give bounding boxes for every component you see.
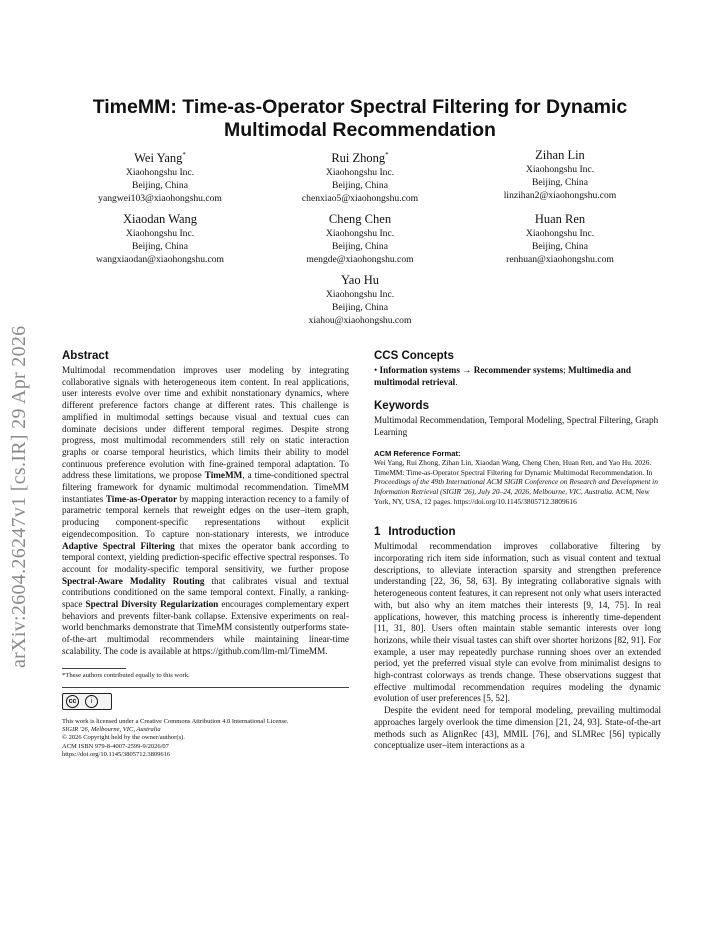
- author-email: chenxiao5@xiaohongshu.com: [301, 193, 419, 205]
- keywords-heading: Keywords: [374, 400, 429, 413]
- reference-format-heading: ACM Reference Format:: [374, 448, 461, 458]
- author-location: Beijing, China: [332, 180, 388, 192]
- author-affiliation: Xiaohongshu Inc.: [325, 228, 395, 240]
- author-email: yangwei103@xiaohongshu.com: [98, 193, 222, 205]
- footnote-divider: [62, 668, 126, 669]
- author-row: [60, 147, 660, 205]
- author-name: Cheng Chen: [328, 212, 392, 227]
- paper-title: [60, 96, 660, 142]
- right-column: [374, 350, 661, 752]
- ccs-concepts: • Information systems → Recommender systems; Multimedia and multimodal retrieval.: [374, 365, 631, 387]
- title-line-1: TimeMM: Time-as-Operator Spectral Filtering for Dynamic: [92, 96, 628, 118]
- author-block: [60, 147, 660, 333]
- author-card: [260, 211, 460, 266]
- author-location: Beijing, China: [532, 241, 588, 253]
- author-affiliation: Xiaohongshu Inc.: [125, 228, 195, 240]
- author-affiliation: Xiaohongshu Inc.: [325, 289, 395, 301]
- conference-line: SIGIR '26, Melbourne, VIC, Australia: [62, 725, 161, 733]
- author-card: [460, 211, 660, 266]
- author-row: [60, 211, 660, 266]
- doi-link[interactable]: https://doi.org/10.1145/3805712.3809616: [62, 751, 171, 759]
- author-card: [60, 147, 260, 205]
- abstract-text: Multimodal recommendation improves user modeling by integrating collaborative signals with heterogeneous item content. In real applications, user interests evolve over time and exhibit nonstationary dynamics, where different preference factors change at different rates. This challenge is amplified in multimodal settings because visual and textual cues can dominate decisions under different temporal regimes. Despite strong progress, most multimodal recommenders still rely on static interaction graphs or coarse temporal heuristics, which limits their ability to model continuous preference evolution with fine-grained temporal adaptation. To address these limitations, we propose TimeMM, a time-conditioned spectral filtering framework for dynamic multimodal recommendation. TimeMM instantiates Time-as-Operator by mapping interaction recency to a family of parametric temporal kernels that reweight edges on the user–item graph, producing component-specific representations without explicit eigendecomposition. To capture non-stationary interests, we introduce Adaptive Spectral Filtering that mixes the operator bank according to temporal context, yielding prediction-specific effective spectral responses. To account for modality-specific temporal sensitivity, we further propose Spectral-Aware Modality Routing that calibrates visual and textual contributions conditioned on the same temporal context. Finally, a ranking-space Spectral Diversity Regularization encourages complementary expert behaviors and prevents filter-bank collapse. Extensive experiments on real-world benchmarks demonstrate that TimeMM consistently outperforms state-of-the-art multimodal recommenders while maintaining linear-time scalability. The code is available at https://github.com/llm-ml/TimeMM.: [62, 365, 350, 656]
- abstract-heading: Abstract: [62, 350, 109, 362]
- author-affiliation: Xiaohongshu Inc.: [125, 167, 195, 179]
- author-email: wangxiaodan@xiaohongshu.com: [96, 254, 224, 266]
- author-location: Beijing, China: [132, 180, 188, 192]
- author-email: renhuan@xiaohongshu.com: [506, 254, 614, 266]
- left-column: [62, 350, 349, 760]
- copyright-line: © 2026 Copyright held by the owner/author(s).: [62, 734, 185, 742]
- author-email: xiahou@xiaohongshu.com: [308, 315, 412, 327]
- author-name: Xiaodan Wang: [122, 212, 198, 227]
- author-card: [460, 147, 660, 205]
- reference-format-text: Wei Yang, Rui Zhong, Zihan Lin, Xiaodan Wang, Cheng Chen, Huan Ren, and Yao Hu. 2026. TimeMM: Time-as-Operator Spectral Filtering for Dynamic Multimodal Recommendation. In Proceedings of the 49th International ACM SIGIR Conference on Research and Development in Information Retrieval (SIGIR '26), July 20–24, 2026, Melbourne, VIC, Australia. ACM, New York, NY, USA, 12 pages. https://doi.org/10.1145/3805712.3809616: [374, 457, 658, 506]
- author-affiliation: Xiaohongshu Inc.: [525, 164, 595, 175]
- license-divider: [62, 687, 349, 688]
- license-line: This work is licensed under a Creative Commons Attribution 4.0 International License.: [62, 717, 289, 725]
- author-email: linzihan2@xiaohongshu.com: [503, 190, 617, 201]
- author-affiliation: Xiaohongshu Inc.: [325, 167, 395, 179]
- equal-contribution-mark: *: [182, 151, 186, 159]
- introduction-paragraph: Multimodal recommendation improves collaborative filtering by incorporating rich item side information, such as visual content and textual descriptions, to alleviate interaction sparsity and strengthen preference understanding [22, 36, 58, 63]. By integrating collaborative signals with heterogeneous content features, it can represent not only what users interacted with, but also why an item matches their interests [9, 14, 75]. In real applications, however, this matching process is inherently time-dependent [11, 31, 80]. Users often maintain stable semantic interests over long horizons, while their visual tastes can shift over shorter horizons [82, 91]. For example, a user may repeatedly purchase running shoes over an extended period, yet the preferred visual style can evolve from minimalist designs to high-contrast colorways as trends change. These observations suggest that effective multimodal recommendation requires modeling the dynamic evolution of user preferences [5, 52].: [374, 541, 661, 704]
- author-card: [60, 211, 260, 266]
- author-card: [260, 272, 460, 327]
- author-card: [260, 147, 460, 205]
- creative-commons-badge[interactable]: [62, 693, 112, 710]
- arxiv-identifier: arXiv:2604.26247v1 [cs.IR] 29 Apr 2026: [8, 325, 30, 668]
- ccs-heading: CCS Concepts: [374, 350, 454, 362]
- introduction-heading: 1 Introduction: [374, 526, 456, 539]
- title-line-2: Multimodal Recommendation: [224, 119, 496, 141]
- introduction-paragraph: Despite the evident need for temporal modeling, prevailing multimodal approaches largely overlook the time dimension [21, 24, 93]. State-of-the-art methods such as AlignRec [43], MMIL [76], and SLMRec [56] typically conceptualize user–item interactions as a: [374, 705, 661, 751]
- author-location: Beijing, China: [332, 302, 388, 314]
- keywords-text: Multimodal Recommendation, Temporal Modeling, Spectral Filtering, Graph Learning: [374, 415, 659, 438]
- author-row: [60, 272, 660, 327]
- author-name: Yao Hu: [341, 273, 379, 288]
- cc-icon: cc: [66, 695, 79, 708]
- license-block: [62, 718, 349, 760]
- isbn-line: ACM ISBN 979-8-4007-2599-9/2026/07: [62, 742, 169, 750]
- author-email: mengde@xiaohongshu.com: [306, 254, 414, 266]
- author-location: Beijing, China: [532, 177, 588, 188]
- author-name: Zihan Lin: [535, 148, 585, 162]
- footnote: *These authors contributed equally to this work.: [62, 671, 190, 679]
- author-location: Beijing, China: [132, 241, 188, 253]
- author-name: Huan Ren: [534, 212, 586, 227]
- equal-contribution-mark: *: [385, 151, 389, 159]
- author-name: Wei Yang: [134, 151, 183, 166]
- author-name: Rui Zhong: [331, 151, 386, 166]
- attribution-icon: i: [85, 695, 98, 708]
- author-affiliation: Xiaohongshu Inc.: [525, 228, 595, 240]
- author-location: Beijing, China: [332, 241, 388, 253]
